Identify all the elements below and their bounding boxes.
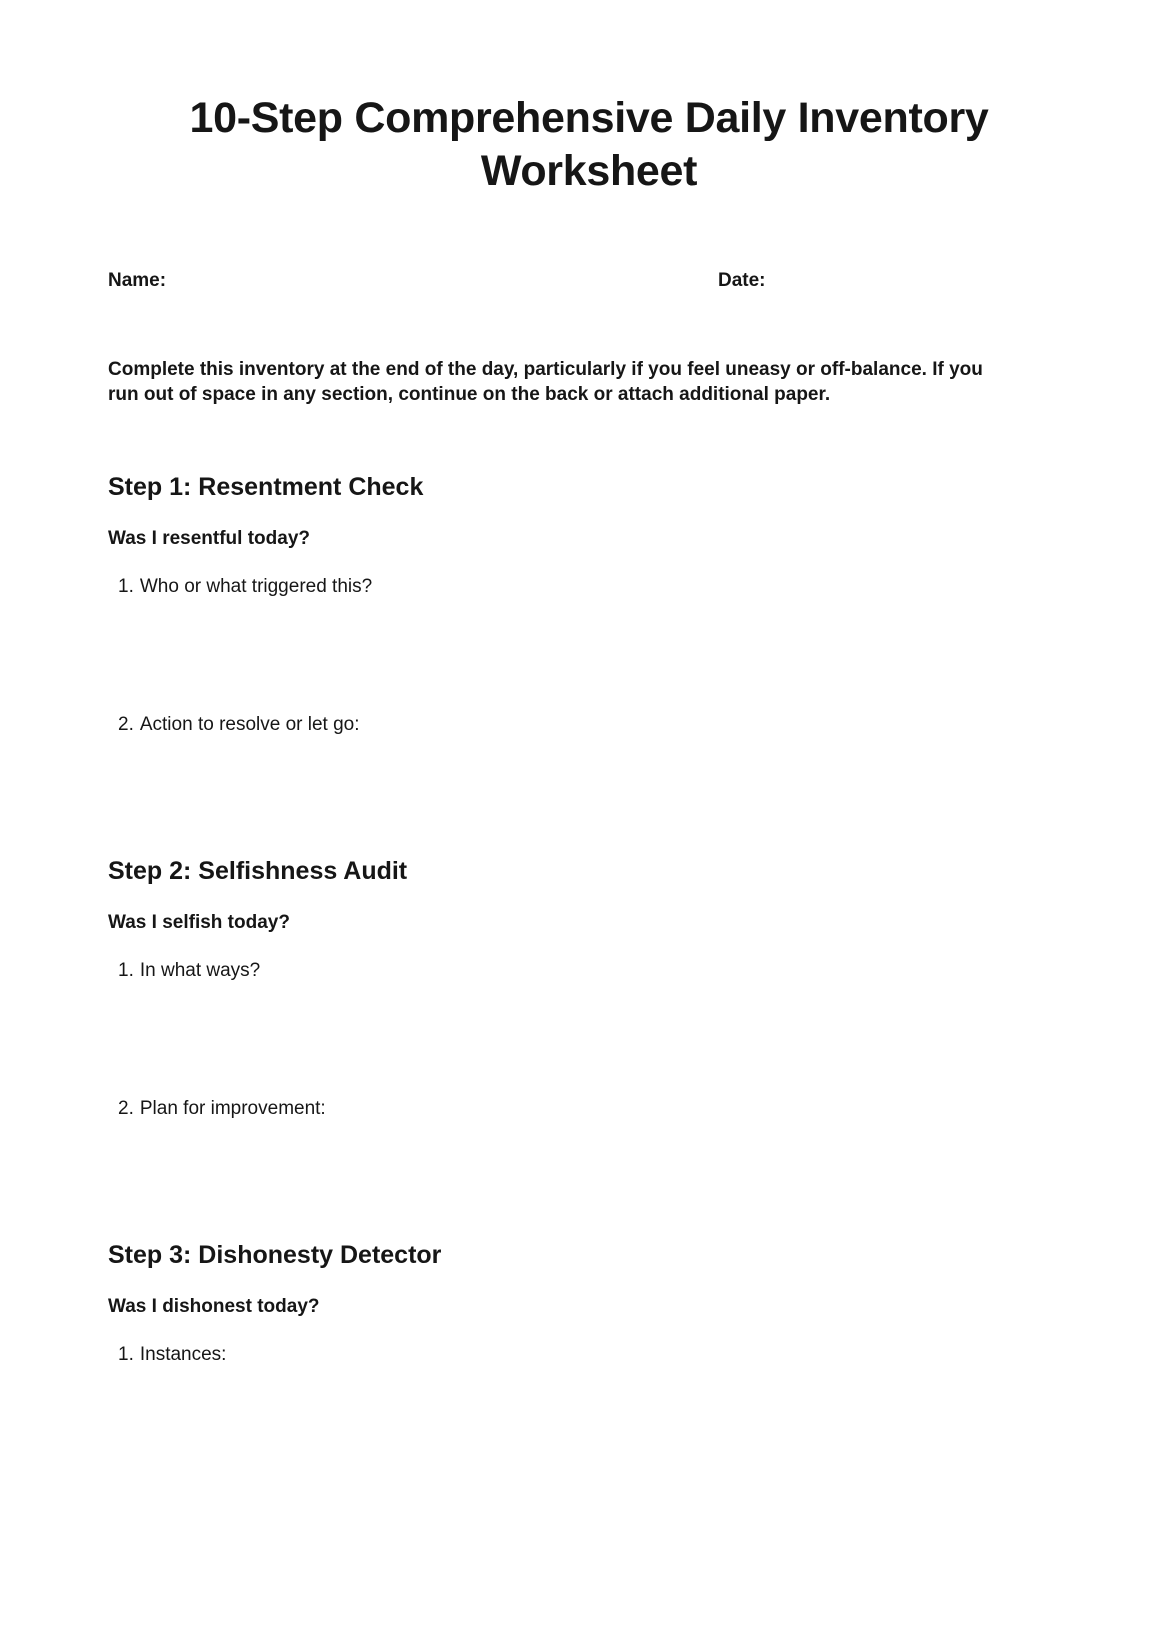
step-2-item-2-text: Plan for improvement: <box>139 1098 326 1119</box>
step-2-heading: Step 2: Selfishness Audit <box>108 857 408 885</box>
step-2-item-2 <box>108 1096 1070 1122</box>
step-2-item-2-number: 2. <box>118 1098 134 1119</box>
step-3-item-1-number: 1. <box>118 1344 134 1365</box>
step-1-item-1-text: Who or what triggered this? <box>139 576 373 597</box>
step-1-heading: Step 1: Resentment Check <box>108 473 424 501</box>
name-label: Name: <box>108 270 167 291</box>
name-date-row <box>108 268 1070 294</box>
date-label: Date: <box>718 270 766 291</box>
step-1-item-2-text: Action to resolve or let go: <box>139 714 360 735</box>
step-2-item-1-text: In what ways? <box>139 960 261 981</box>
instructions-paragraph: Complete this inventory at the end of the day, particularly if you feel uneasy or off-balance. If you run out of space in any section, continue on the back or attach additional paper. <box>108 359 983 405</box>
step-1-item-1-number: 1. <box>118 576 134 597</box>
step-3-item-1 <box>108 1342 1070 1368</box>
step-1-item-1 <box>108 574 1070 600</box>
step-1-item-2-number: 2. <box>118 714 134 735</box>
step-3-question: Was I dishonest today? <box>108 1296 320 1317</box>
step-3-heading: Step 3: Dishonesty Detector <box>108 1241 442 1269</box>
step-1-item-2 <box>108 712 1070 738</box>
step-2-item-1 <box>108 958 1070 984</box>
step-2-question: Was I selfish today? <box>108 912 290 933</box>
page-title: 10-Step Comprehensive Daily Inventory Worksheet <box>189 94 989 195</box>
step-1-question: Was I resentful today? <box>108 528 310 549</box>
step-2-item-1-number: 1. <box>118 960 134 981</box>
step-3-item-1-text: Instances: <box>139 1344 227 1365</box>
